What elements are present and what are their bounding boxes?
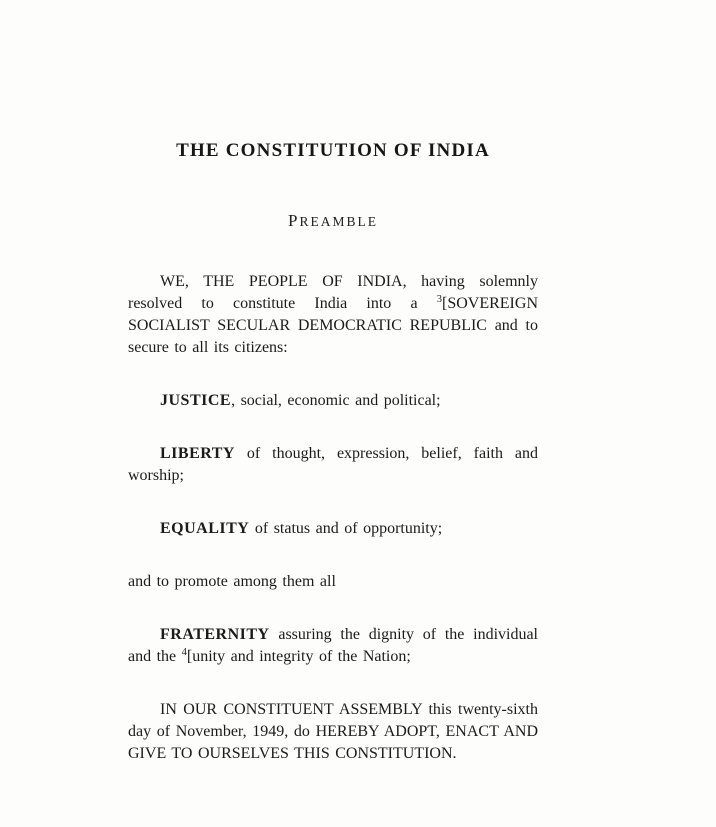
paragraph <box>128 390 538 412</box>
text-run: assuring the dignity of the individual and the <box>128 626 538 665</box>
paragraph <box>128 624 538 668</box>
paragraph <box>128 443 538 487</box>
text-run: IN OUR CONSTITUENT ASSEMBLY this twenty-sixth day of November, 1949, do HEREBY ADOPT, ENACT AND GIVE TO OURSELVES THIS CONSTITUTION. <box>128 701 538 762</box>
footnote-superscript: 3 <box>436 294 442 305</box>
text-run: of thought, expression, belief, faith and worship; <box>128 445 538 484</box>
text-column <box>128 140 538 765</box>
emphasized-term: EQUALITY <box>160 520 250 537</box>
emphasized-term: FRATERNITY <box>160 626 270 643</box>
paragraph <box>128 271 538 359</box>
text-run: and to promote among them all <box>128 573 336 590</box>
preamble-heading-initial: P <box>288 211 300 230</box>
text-run: WE, THE PEOPLE OF INDIA, having solemnly resolved to constitute India into a <box>128 273 538 312</box>
text-run: , social, economic and political; <box>231 392 441 409</box>
footnote-superscript: 4 <box>181 647 187 658</box>
paragraph <box>128 571 538 593</box>
paragraph <box>128 518 538 540</box>
document-body <box>128 271 538 765</box>
document-title: THE CONSTITUTION OF INDIA <box>176 140 490 161</box>
text-run: of status and of opportunity; <box>249 520 443 537</box>
text-run: [unity and integrity of the Nation; <box>186 648 411 665</box>
paragraph <box>128 699 538 765</box>
emphasized-term: LIBERTY <box>160 445 235 462</box>
text-run: [SOVEREIGN SOCIALIST SECULAR DEMOCRATIC REPUBLIC and to secure to all its citizens: <box>128 295 538 356</box>
emphasized-term: JUSTICE <box>160 392 232 409</box>
preamble-heading <box>128 206 538 233</box>
preamble-heading-rest: REAMBLE <box>299 214 378 229</box>
